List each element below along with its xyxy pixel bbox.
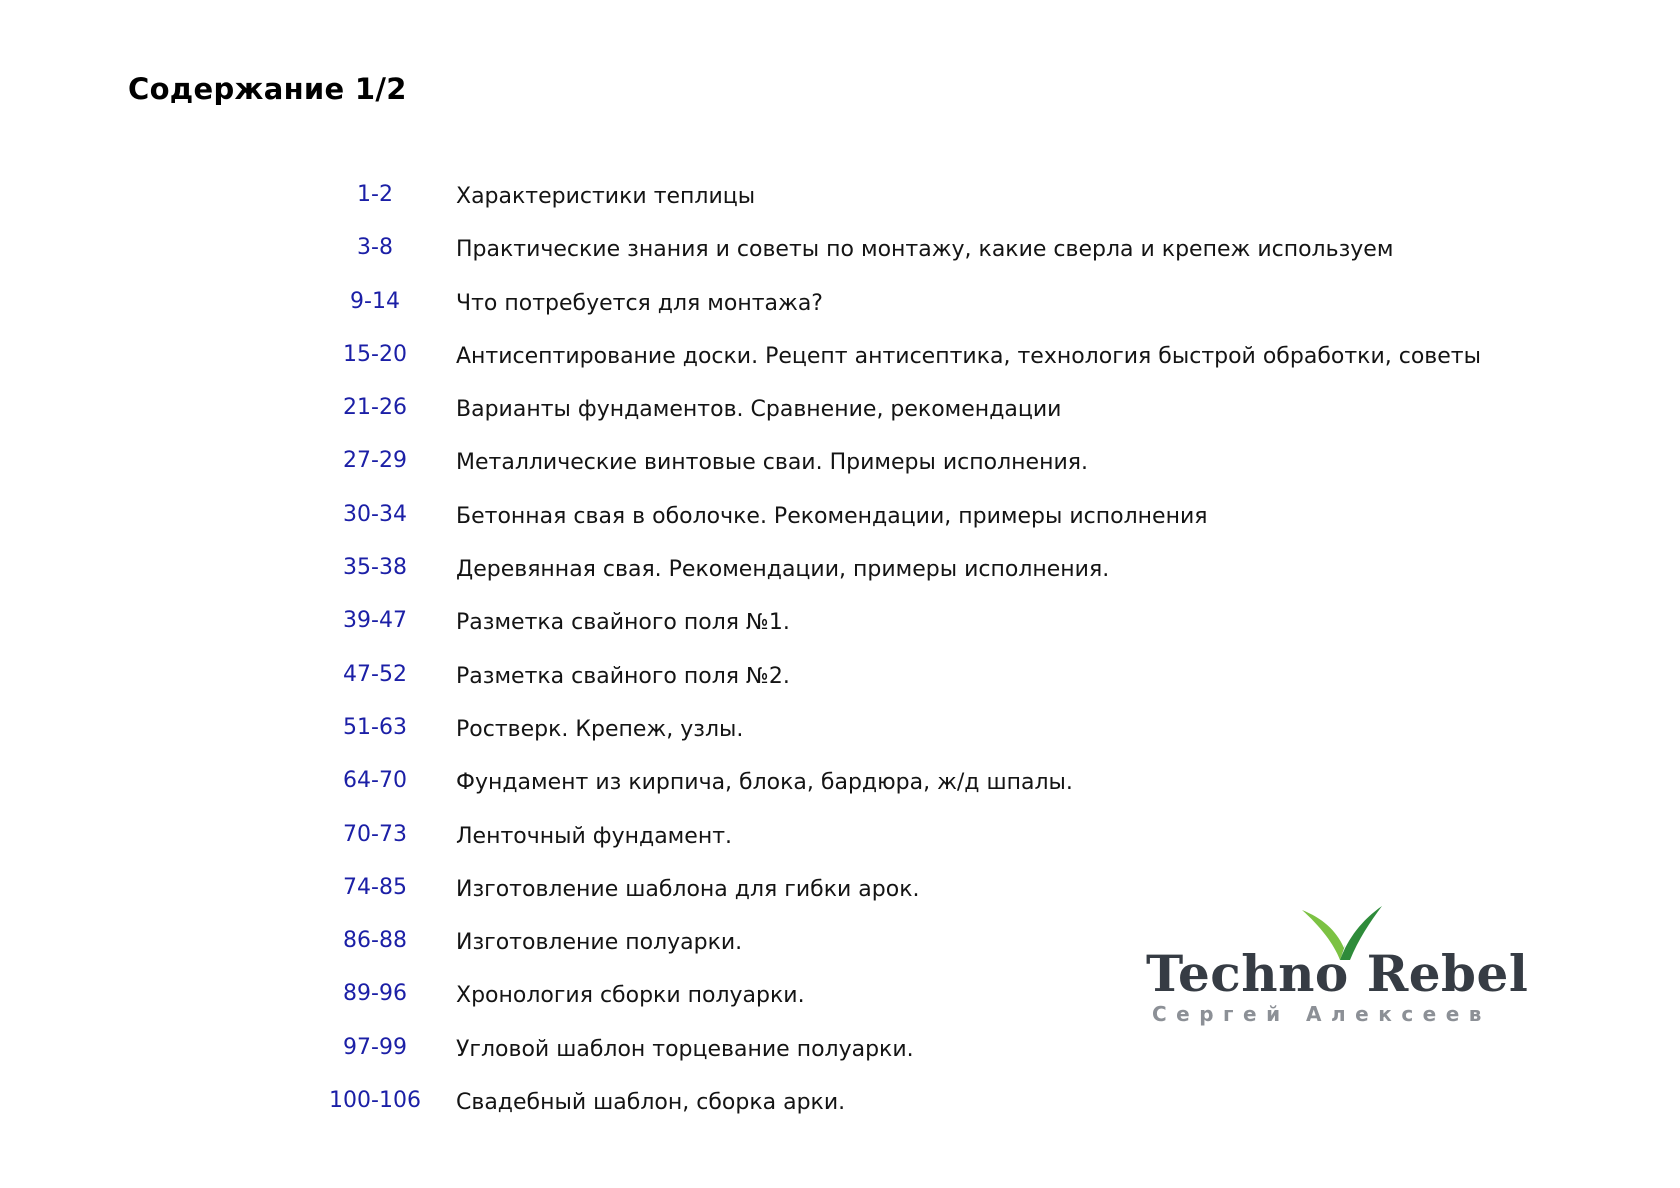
toc-entry-title[interactable]: Угловой шаблон торцевание полуарки. [456, 1036, 914, 1062]
toc-page-range[interactable]: 9-14 [350, 288, 400, 314]
toc-row[interactable] [300, 341, 1600, 397]
toc-page-range[interactable]: 89-96 [343, 981, 407, 1007]
toc-entry-title[interactable]: Что потребуется для монтажа? [456, 290, 823, 316]
toc-entry-title[interactable]: Хронология сборки полуарки. [456, 983, 805, 1009]
toc-page-range[interactable]: 47-52 [343, 661, 407, 687]
toc-entry-title[interactable]: Металлические винтовые сваи. Примеры исполнения. [456, 450, 1088, 476]
toc-entry-title[interactable]: Свадебный шаблон, сборка арки. [456, 1090, 846, 1116]
toc-page-range[interactable]: 51-63 [343, 714, 407, 740]
toc-entry-title[interactable]: Ленточный фундамент. [456, 823, 733, 849]
toc-entry-title[interactable]: Варианты фундаментов. Сравнение, рекомендации [456, 397, 1062, 423]
toc-entry-title[interactable]: Разметка свайного поля №1. [456, 610, 790, 636]
toc-row[interactable] [300, 714, 1600, 770]
toc-page-range[interactable]: 74-85 [343, 874, 407, 900]
logo-name: Techno Rebel [1146, 944, 1529, 1003]
toc-row[interactable] [300, 237, 1600, 290]
toc-row[interactable] [300, 770, 1600, 823]
toc-row[interactable] [300, 661, 1600, 717]
toc-row[interactable] [300, 450, 1600, 503]
toc-page-range[interactable]: 21-26 [343, 395, 407, 421]
logo-subtitle: Сергей Алексеев [1152, 1002, 1491, 1026]
toc-row[interactable] [300, 501, 1600, 557]
toc-page-range[interactable]: 100-106 [329, 1088, 421, 1114]
toc-entry-title[interactable]: Деревянная свая. Рекомендации, примеры исполнения. [456, 557, 1110, 583]
toc-row[interactable] [300, 397, 1600, 450]
toc-entry-title[interactable]: Практические знания и советы по монтажу, какие сверла и крепеж используем [456, 237, 1394, 263]
toc-page-range[interactable]: 64-70 [343, 768, 407, 794]
toc-page-range[interactable]: 15-20 [343, 341, 407, 367]
toc-entry-title[interactable]: Характеристики теплицы [456, 184, 756, 209]
toc-row[interactable] [300, 610, 1600, 663]
toc-page-range[interactable]: 1-2 [357, 182, 393, 207]
toc-entry-title[interactable]: Антисептирование доски. Рецепт антисептика, технология быстрой обработки, советы [456, 343, 1481, 369]
toc-entry-title[interactable]: Бетонная свая в оболочке. Рекомендации, примеры исполнения [456, 503, 1208, 529]
toc-page-range[interactable]: 39-47 [343, 608, 407, 634]
toc-page-range[interactable]: 35-38 [343, 555, 407, 581]
toc-entry-title[interactable]: Ростверк. Крепеж, узлы. [456, 716, 744, 742]
toc-row[interactable] [300, 184, 1600, 237]
toc-row[interactable] [300, 288, 1600, 344]
toc-row[interactable] [300, 1090, 1600, 1143]
toc-page-range[interactable]: 30-34 [343, 501, 407, 527]
toc-page-range[interactable]: 86-88 [343, 928, 407, 954]
toc-row[interactable] [300, 557, 1600, 610]
toc-entry-title[interactable]: Изготовление шаблона для гибки арок. [456, 876, 920, 902]
toc-page-range[interactable]: 27-29 [343, 448, 407, 474]
toc-entry-title[interactable]: Фундамент из кирпича, блока, бардюра, ж/д шпалы. [456, 770, 1073, 796]
toc-entry-title[interactable]: Изготовление полуарки. [456, 930, 743, 956]
techno-rebel-logo [1146, 904, 1529, 1026]
page-title: Содержание 1/2 [128, 72, 407, 106]
toc-entry-title[interactable]: Разметка свайного поля №2. [456, 663, 790, 689]
toc-page-range[interactable]: 97-99 [343, 1034, 407, 1060]
toc-row[interactable] [300, 821, 1600, 877]
toc-page-range[interactable]: 3-8 [357, 235, 393, 261]
toc-page-range[interactable]: 70-73 [343, 821, 407, 847]
toc-row[interactable] [300, 1034, 1600, 1090]
